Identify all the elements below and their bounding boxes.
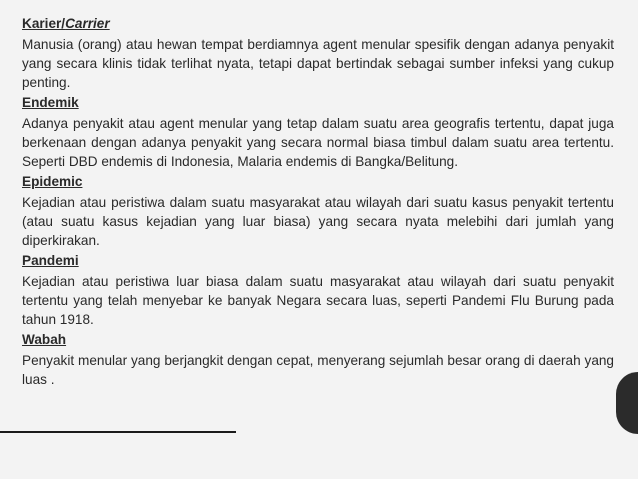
term-heading-endemik: Endemik	[22, 95, 79, 110]
term-heading-carrier: Karier/Carrier	[22, 16, 110, 31]
definitions-list	[22, 15, 614, 391]
definition-pandemi: Kejadian atau peristiwa luar biasa dalam suatu masyarakat atau wilayah dari suatu penyakit tertentu yang telah menyebar ke banyak Negara secara luas, seperti Pandemi Flu Burung pada tahun 1918.	[22, 274, 614, 327]
definition-wabah: Penyakit menular yang berjangkit dengan cepat, menyerang sejumlah besar orang di daerah yang luas .	[22, 353, 614, 387]
definition-carrier: Manusia (orang) atau hewan tempat berdiamnya agent menular spesifik dengan adanya penyakit yang secara klinis tidak terlihat nyata, tetapi dapat bertindak sebagai sumber infeksi yang cukup penting.	[22, 37, 614, 90]
definition-epidemic: Kejadian atau peristiwa dalam suatu masyarakat atau wilayah dari suatu kasus penyakit tertentu (atau suatu kasus kejadian yang luar biasa) yang secara nyata melebihi dari jumlah yang diperkirakan.	[22, 195, 614, 248]
term-heading-epidemic: Epidemic	[22, 174, 83, 189]
term-heading-pandemi: Pandemi	[22, 253, 79, 268]
definition-endemik: Adanya penyakit atau agent menular yang tetap dalam suatu area geografis tertentu, dapat juga berkenaan dengan adanya penyakit yang secara normal biasa timbul dalam suatu area tertentu. Seperti DBD endemis di Indonesia, Malaria endemis di Bangka/Belitung.	[22, 116, 614, 169]
footer-divider	[0, 431, 236, 433]
slide-side-tab	[616, 372, 638, 434]
term-heading-wabah: Wabah	[22, 332, 67, 347]
